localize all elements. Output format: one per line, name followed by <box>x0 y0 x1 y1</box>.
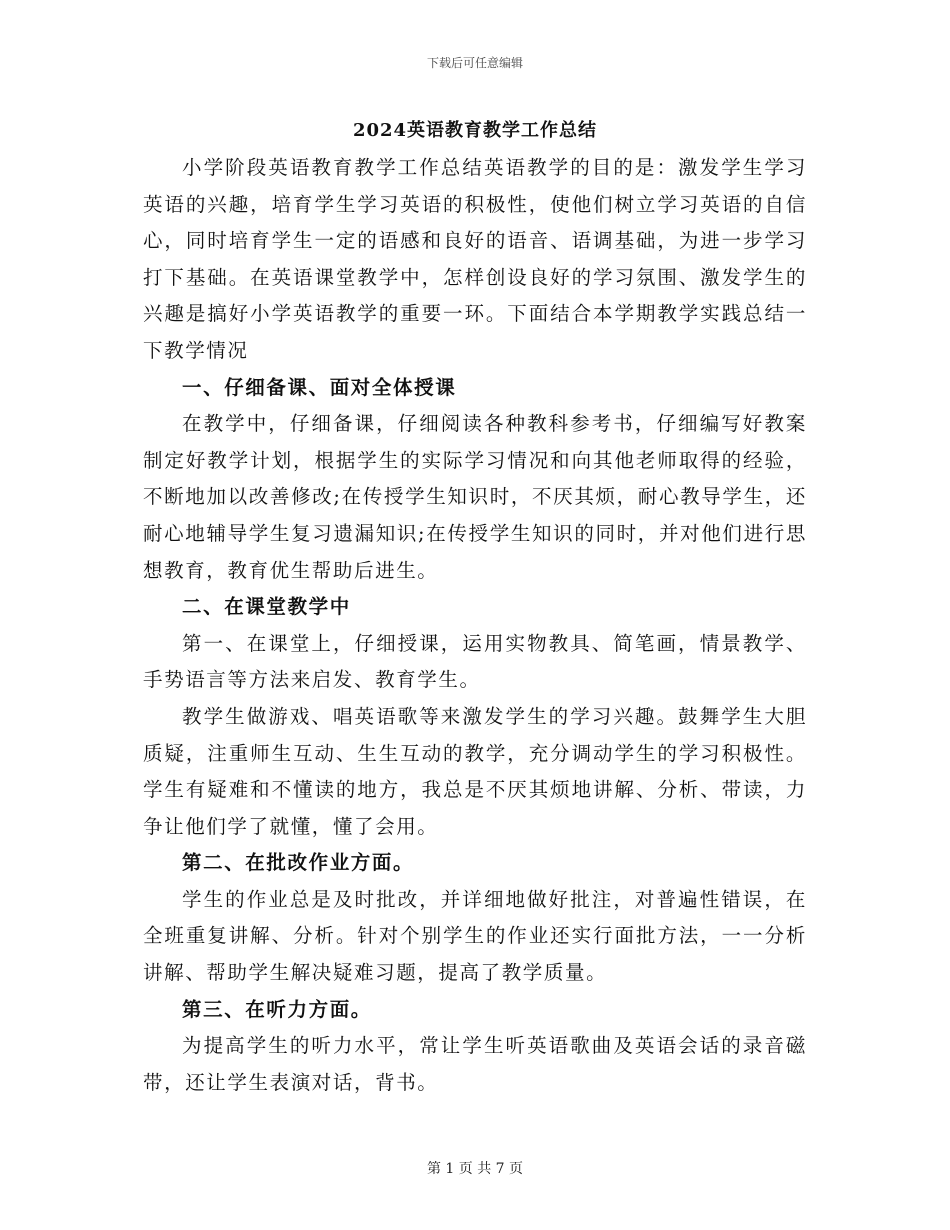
section-1-paragraph: 在教学中，仔细备课，仔细阅读各种教科参考书，仔细编写好教案制定好教学计划，根据学生的实际学习情况和向其他老师取得的经验，不断地加以改善修改;在传授学生知识时，不厌其烦，耐心教导学生，还耐心地辅导学生复习遗漏知识;在传授学生知识的同时，并对他们进行思想教育，教育优生帮助后进生。 <box>143 412 807 582</box>
intro-paragraph: 小学阶段英语教育教学工作总结英语教学的目的是：激发学生学习英语的兴趣，培育学生学习英语的积极性，使他们树立学习英语的自信心，同时培育学生一定的语感和良好的语音、语调基础，为进一步学习打下基础。在英语课堂教学中，怎样创设良好的学习氛围、激发学生的兴趣是搞好小学英语教学的重要一环。下面结合本学期教学实践总结一下教学情况 <box>143 156 807 362</box>
section-2-paragraph-2: 教学生做游戏、唱英语歌等来激发学生的学习兴趣。鼓舞学生大胆质疑，注重师生互动、生生互动的教学，充分调动学生的学习积极性。学生有疑难和不懂读的地方，我总是不厌其烦地讲解、分析、带读，力争让他们学了就懂，懂了会用。 <box>143 704 807 838</box>
section-3-paragraph: 学生的作业总是及时批改，并详细地做好批注，对普遍性错误，在全班重复讲解、分析。针对个别学生的作业还实行面批方法，一一分析讲解、帮助学生解决疑难习题，提高了教学质量。 <box>143 887 807 985</box>
document-body <box>143 150 807 1101</box>
section-heading-2: 二、在课堂教学中 <box>182 595 351 619</box>
header-note: 下载后可任意编辑 <box>426 56 523 70</box>
section-heading-1: 一、仔细备课、面对全体授课 <box>182 375 457 399</box>
section-4-paragraph: 为提高学生的听力水平，常让学生听英语歌曲及英语会话的录音磁带，还让学生表演对话，背书。 <box>143 1034 807 1094</box>
document-title: 2024英语教育教学工作总结 <box>352 120 598 141</box>
section-2-paragraph-1: 第一、在课堂上，仔细授课，运用实物教具、简笔画，情景教学、手势语言等方法来启发、教育学生。 <box>143 631 807 692</box>
section-heading-3: 第二、在批改作业方面。 <box>182 851 415 875</box>
section-heading-4: 第三、在听力方面。 <box>182 997 372 1021</box>
page-indicator: 第 1 页 共 7 页 <box>426 1161 524 1177</box>
